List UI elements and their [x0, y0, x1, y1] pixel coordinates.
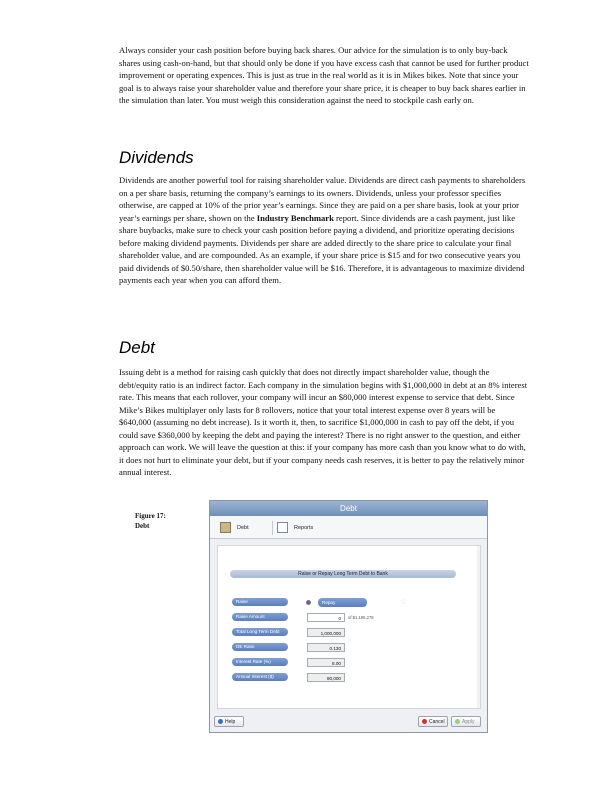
scrollbar[interactable]	[477, 546, 480, 708]
total-debt-value: 1,000,000	[307, 628, 345, 637]
figure-caption-number: Figure 17:	[135, 512, 166, 520]
annual-interest-label: Annual Interest ($)	[232, 673, 288, 681]
help-icon	[218, 719, 223, 724]
money-icon	[220, 522, 231, 533]
figure-caption-title: Debt	[135, 522, 150, 530]
cancel-button[interactable]	[418, 716, 448, 727]
raise-amount-input[interactable]: 0	[307, 613, 345, 622]
section-banner: Raise or Repay Long Term Debt to Bank	[230, 570, 456, 578]
heading-debt: Debt	[119, 338, 155, 357]
repay-option[interactable]: Repay	[318, 598, 367, 607]
tab-debt[interactable]	[220, 521, 265, 535]
report-icon	[277, 522, 288, 533]
heading-dividends: Dividends	[119, 148, 194, 167]
total-debt-label: Total Long Term Debt	[232, 628, 288, 636]
de-ratio-value: 0.130	[307, 643, 345, 652]
apply-button[interactable]	[451, 716, 481, 727]
cancel-icon	[422, 719, 427, 724]
debt-window	[209, 500, 488, 733]
paragraph-dividends-part-a: Dividends are another powerful tool for raising shareholder value. Dividends are direct cash payments to shareholders on a per share basis, returning the company’s earnings to its owners. Dividends, unless your professor specifies otherwise, are capped at 10% of the prior year’s earnings. Since they are paid on a per share basis, look at your prior year’s earnings per share, shown on the	[119, 175, 526, 223]
paragraph-buyback: Always consider your cash position before buying back shares. Our advice for the simulation is to only buy-back shares using cash-on-hand, but that should only be done if you have excess cash that cannot be used for further product improvement or operating expences. This is just as true in the real world as it is in Mikes bikes. Note that since your goal is to always raise your shareholder value and therefore your share price, it is cheaper to buy back shares earlier in the simulation than later. You must weigh this consideration against the need to stockpile cash early on.	[119, 45, 529, 105]
paragraph-dividends-part-b: report. Since dividends are a cash payment, just like share buybacks, make sure to check your cash position before paying a dividend, and prioritize operating decisions before making dividend payments. Dividends per share are added directly to the share price to calculate your final shareholder value, and are compounded. As an example, if your share price is $15 and for two consecutive years you paid dividends of $0.50/share, then shareholder value will be $16. Therefore, it is advantageous to maximize dividend payments each year when you can afford them.	[119, 212, 525, 285]
debt-panel	[217, 545, 481, 709]
tab-reports[interactable]	[272, 521, 332, 535]
interest-rate-value: 8.00	[307, 658, 345, 667]
raise-amount-label: Raise Amount	[232, 613, 288, 621]
industry-benchmark-term: Industry Benchmark	[256, 212, 334, 223]
apply-label: Apply	[462, 719, 475, 725]
figure-caption	[135, 511, 195, 531]
paragraph-dividends	[119, 174, 529, 287]
window-title: Debt	[210, 501, 487, 516]
de-ratio-label: DE Ratio	[232, 643, 288, 651]
help-label: Help	[225, 719, 236, 725]
tab-bar	[210, 516, 487, 539]
cancel-label: Cancel	[429, 719, 445, 725]
apply-icon	[455, 719, 460, 724]
help-button[interactable]	[214, 716, 244, 727]
tab-reports-label: Reports	[294, 525, 314, 531]
interest-rate-label: Interest Rate (%)	[232, 658, 288, 666]
raise-label: Raise	[232, 598, 288, 606]
tab-debt-label: Debt	[237, 525, 249, 531]
raise-amount-hint: of $1,195,278	[348, 615, 374, 620]
paragraph-debt: Issuing debt is a method for raising cash quickly that does not directly impact shareholder value, though the debt/equity ratio is an indirect factor. Each company in the simulation begins with $1,000,000 in debt at an 8% interest rate. This means that each rollover, your company will incur an $80,000 interest expense to service that debt. Since Mike’s Bikes multiplayer only lasts for 8 rollovers, notice that your total interest expense over 8 years will be $640,000 (assuming no debt increase). Is it worth it, then, to sacrifice $1,000,000 in cash to pay off the debt, if you could save $360,000 by keeping the debt and paying the interest? There is no right answer to the question, and either approach can work. We will leave the question at this: if your company has more cash than you know what to do with, it does not hurt to eliminate your debt, but if your company needs cash reserves, it is better to pay the relatively minor annual interest.	[119, 367, 528, 477]
raise-radio[interactable]	[306, 600, 311, 605]
annual-interest-value: 80,000	[307, 673, 345, 682]
favorite-icon: ♡	[401, 600, 407, 606]
window-footer	[210, 713, 487, 732]
